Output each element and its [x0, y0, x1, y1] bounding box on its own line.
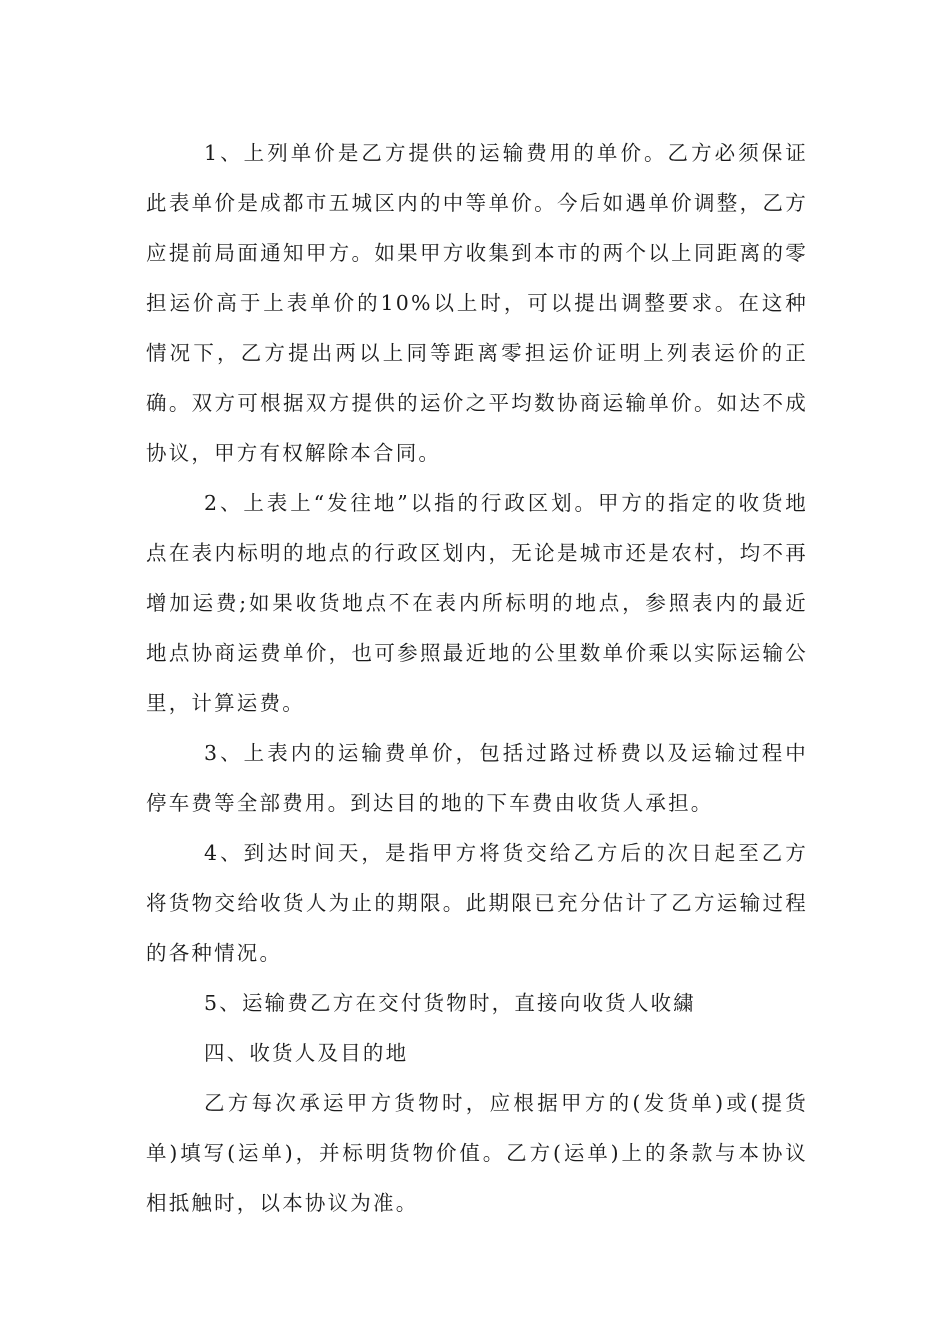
paragraph-payment: 5、运输费乙方在交付货物时，直接向收货人收繍 — [204, 991, 696, 1015]
paragraph-arrival-time: 4、到达时间天，是指甲方将货交给乙方后的次日起至乙方将货物交给收货人为止的期限。此期限已充分估计了乙方运输过程的各种情况。 — [146, 841, 808, 965]
paragraph-unit-price: 1、上列单价是乙方提供的运输费用的单价。乙方必须保证此表单价是成都市五城区内的中等单价。今后如遇单价调整，乙方应提前局面通知甲方。如果甲方收集到本市的两个以上同距离的零担运价高于上表单价的10%以上时，可以提出调整要求。在这种情况下，乙方提出两以上同等距离零担运价证明上列表运价的正确。双方可根据双方提供的运价之平均数协商运输单价。如达不成协议，甲方有权解除本合同。 — [146, 141, 808, 465]
paragraph-destination: 2、上表上“发往地”以指的行政区划。甲方的指定的收货地点在表内标明的地点的行政区划内，无论是城市还是农村，均不再增加运费;如果收货地点不在表内所标明的地点，参照表内的最近地点协商运费单价，也可参照最近地的公里数单价乘以实际运输公里，计算运费。 — [146, 491, 808, 715]
paragraph-fee-scope: 3、上表内的运输费单价，包括过路过桥费以及运输过程中停车费等全部费用。到达目的地的下车费由收货人承担。 — [146, 741, 808, 815]
paragraph-waybill: 乙方每次承运甲方货物时，应根据甲方的(发货单)或(提货单)填写(运单)，并标明货物价值。乙方(运单)上的条款与本协议相抵触时，以本协议为准。 — [146, 1091, 808, 1215]
document-body — [146, 128, 808, 1228]
section-heading-consignee: 四、收货人及目的地 — [204, 1041, 409, 1065]
